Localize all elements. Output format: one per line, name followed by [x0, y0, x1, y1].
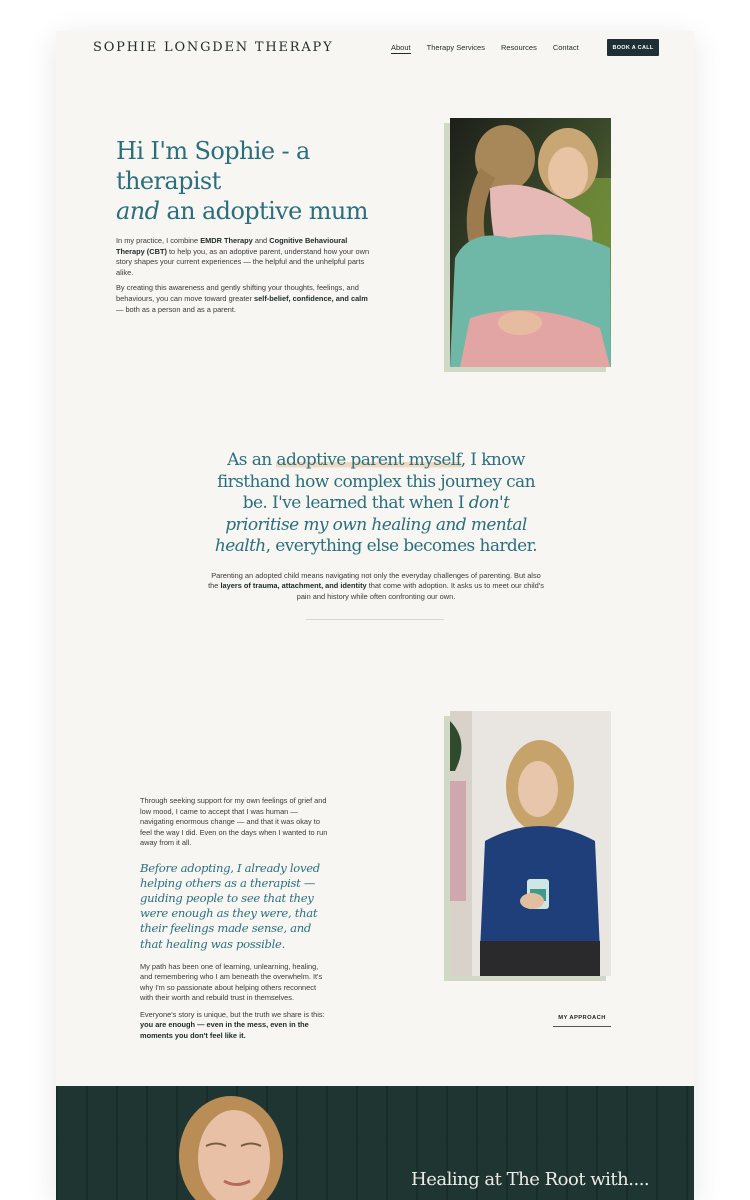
healing-section-title: Healing at The Root with....: [411, 1169, 650, 1190]
adoptive-parent-quote: [206, 450, 546, 558]
story-p3-text: Everyone's story is unique, but the truth we share is this:: [140, 1009, 325, 1019]
quote-part-3: , everything else becomes harder.: [265, 536, 538, 557]
hero-paragraph-1: [116, 236, 376, 278]
quote-body: [206, 571, 546, 602]
nav-resources[interactable]: Resources: [500, 43, 537, 52]
hero-photo: [450, 118, 611, 367]
hero-title-line2: an adoptive mum: [159, 197, 368, 225]
hero-title-line1: Hi I'm Sophie - a therapist: [116, 137, 310, 195]
hero-p2-rest: — both as a person and as a parent.: [116, 304, 236, 314]
hero-title-and: and: [116, 197, 160, 225]
quote-body-rest: that come with adoption. It asks us to meet our child's pain and history while often confronting our own.: [296, 581, 544, 601]
hero-title: [116, 136, 406, 226]
quote-body-bold: layers of trauma, attachment, and identity: [220, 581, 367, 591]
nav-about[interactable]: About: [391, 43, 411, 52]
main-nav: [391, 43, 579, 54]
story-pull-quote: Before adopting, I already loved helping others as a therapist — guiding people to see that they were enough as they were, that their feelings made sense, and that healing was possible.: [140, 860, 320, 951]
hero-p1-emdr: EMDR Therapy: [200, 236, 253, 245]
story-paragraph-2: My path has been one of learning, unlearning, healing, and remembering who I am beneath the overwhelm. It's why I'm so passionate about helping others reconnect with their worth and rebuild trust in themselves.: [140, 961, 323, 1003]
story-paragraph-3: [140, 1010, 330, 1042]
quote-part-1: As an: [227, 450, 277, 470]
story-paragraph-1: Through seeking support for my own feelings of grief and low mood, I came to accept that I was human — navigating enormous change — and that it was okay to feel the way I did. Even on the days when I wanted to run away from it all.: [140, 796, 328, 847]
personal-story: [140, 796, 330, 1047]
my-approach-button[interactable]: MY APPROACH: [553, 1010, 611, 1027]
page: [56, 31, 694, 1200]
quote-part-2: , I know firsthand how complex this journey can be. I've learned that when I: [217, 450, 535, 514]
section-divider: [306, 619, 444, 620]
quote-highlight: adoptive parent myself: [276, 450, 461, 470]
quote-body-text: Parenting an adopted child means navigating not only the everyday challenges of parenting. But also the: [208, 571, 541, 591]
quote-italic: don't prioritise my own healing and mental health: [214, 493, 527, 557]
nav-therapy-services[interactable]: Therapy Services: [426, 43, 485, 52]
hero-p1-text: In my practice, I combine: [116, 236, 201, 245]
book-a-call-button[interactable]: BOOK A CALL: [607, 39, 659, 56]
portrait-photo: [450, 711, 611, 976]
hero-intro: [116, 236, 376, 320]
hero-p1-rest: to help you, as an adoptive parent, understand how your own story shapes your current experiences — the helpful and the unhelpful parts alike.: [116, 246, 370, 277]
sophie-with-mug-image: [450, 711, 611, 976]
hero-paragraph-2: [116, 283, 376, 315]
site-logo[interactable]: SOPHIE LONGDEN THERAPY: [93, 40, 334, 55]
nav-contact[interactable]: Contact: [552, 43, 579, 52]
hero-p1-cbt: Cognitive Behavioural Therapy (CBT): [116, 236, 348, 256]
story-p3-bold: you are enough — even in the mess, even in the moments you don't feel like it.: [140, 1020, 309, 1040]
hero-p1-and: and: [252, 236, 270, 245]
hero-p2-bold: self-belief, confidence, and calm: [254, 293, 368, 303]
sophie-portrait-image: [156, 1086, 356, 1200]
mother-hugging-child-image: [450, 118, 611, 367]
hero-p2-text: By creating this awareness and gently shifting your thoughts, feelings, and behaviours, you can move toward greater: [116, 283, 359, 303]
